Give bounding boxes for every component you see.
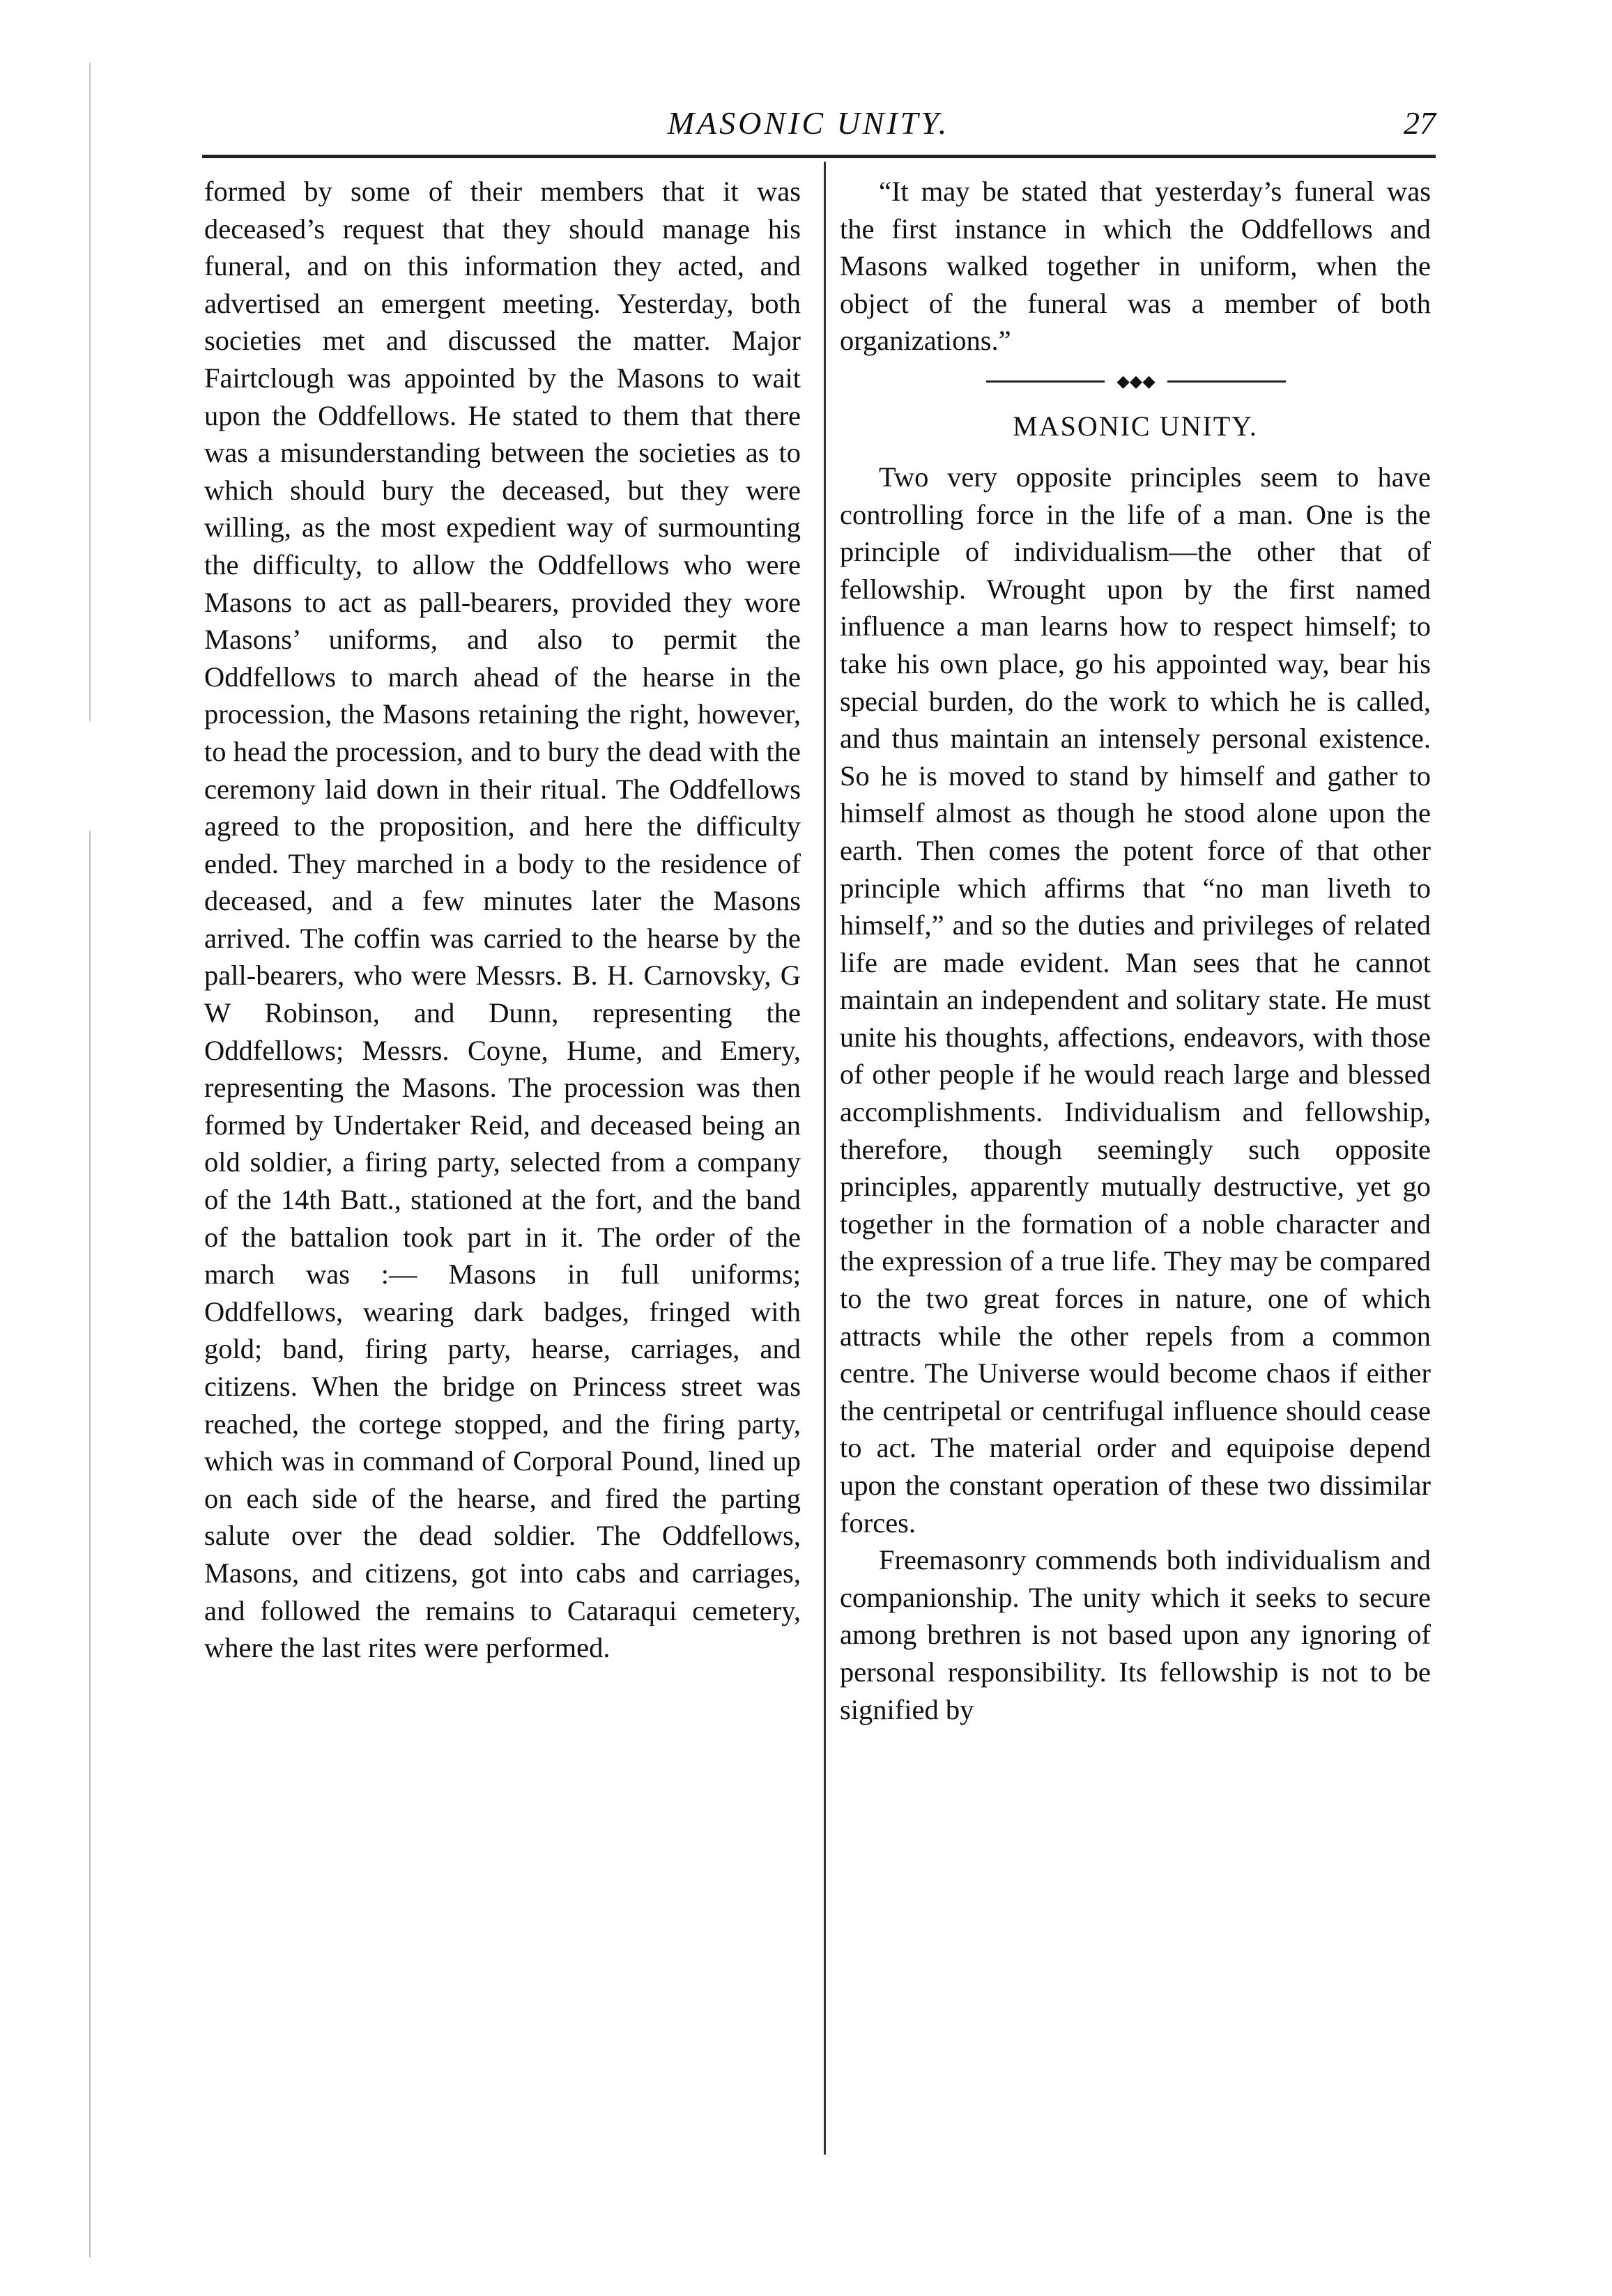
ornament-diamonds: ◆◆◆ [1116,372,1156,391]
running-title: MASONIC UNITY. [667,105,950,141]
section-title: MASONIC UNITY. [1013,410,1258,442]
page-number: 27 [1404,105,1436,141]
header-rule [202,155,1436,158]
right-column [840,173,1431,1728]
right-paragraph-2: Freemasonry commends both individualism and companionship. The unity which it seeks to secure among brethren is not based upon any ignoring of personal responsibility. Its fellowship is not to be signified by [840,1544,1431,1725]
closing-quote-paragraph: “It may be stated that yesterday’s funeral was the first instance in which the Oddfellows and Masons walked together in uniform, when the object of the funeral was a member of both organizations.” [840,176,1431,357]
column-divider [824,162,826,2155]
ornament-rule-right [1167,380,1286,383]
right-paragraph-1: Two very opposite principles seem to have controlling force in the life of a man. One is the principle of individualism—the other that of fellowship. Wrought upon by the first named influence a man learns how to respect himself; to take his own place, go his appointed way, bear his special burden, do the work to which he is called, and thus maintain an intensely personal existence. So he is moved to stand by himself and gather to himself almost as though he stood alone upon the earth. Then comes the potent force of that other principle which affirms that “no man liveth to himself,” and so the duties and privileges of related life are made evident. Man sees that he cannot maintain an independent and solitary state. He must unite his thoughts, affections, endeavors, with those of other people if he would reach large and blessed accomplishments. Individualism and fellowship, therefore, though seemingly such opposite principles, apparently mutually destructive, yet go together in the formation of a noble character and the expression of a true life. They may be compared to the two great forces in nature, one of which attracts while the other repels from a common centre. The Universe would become chaos if either the centripetal or centrifugal influence should cease to act. The material order and equipoise depend upon the constant operation of these two dissimilar forces. [840,461,1431,1539]
running-head [0,105,1612,146]
ornament-rule-left [986,380,1105,383]
section-ornament [840,361,1431,403]
left-paragraph-1: formed by some of their members that it was deceased’s request that they should manage his funeral, and on this information they acted, and advertised an emergent meeting. Yesterday, both societies met and discussed the matter. Major Fairtclough was appointed by the Masons to wait upon the Oddfellows. He stated to them that there was a misunderstanding between the societies as to which should bury the deceased, but they were willing, as the most expedient way of surmounting the difficulty, to allow the Oddfellows who were Masons to act as pall-bearers, provided they wore Masons’ uniforms, and also to permit the Oddfellows to march ahead of the hearse in the procession, the Masons retaining the right, however, to head the procession, and to bury the dead with the ceremony laid down in their ritual. The Oddfellows agreed to the proposition, and here the difficulty ended. They marched in a body to the residence of deceased, and a few minutes later the Masons arrived. The coffin was carried to the hearse by the pall-bearers, who were Messrs. B. H. Carnovsky, G W Robinson, and Dunn, representing the Oddfellows; Messrs. Coyne, Hume, and Emery, representing the Masons. The procession was then formed by Undertaker Reid, and deceased being an old soldier, a firing party, selected from a company of the 14th Batt., stationed at the fort, and the band of the battalion took part in it. The order of the march was :— Masons in full uniforms; Oddfellows, wearing dark badges, fringed with gold; band, firing party, hearse, carriages, and citizens. When the bridge on Princess street was reached, the cortege stopped, and the firing party, which was in command of Corporal Pound, lined up on each side of the hearse, and fired the parting salute over the dead soldier. The Oddfellows, Masons, and citizens, got into cabs and carriages, and followed the remains to Cataraqui cemetery, where the last rites were performed. [204,176,801,1664]
left-column [204,173,801,1667]
page-edge-mark [89,63,91,2258]
